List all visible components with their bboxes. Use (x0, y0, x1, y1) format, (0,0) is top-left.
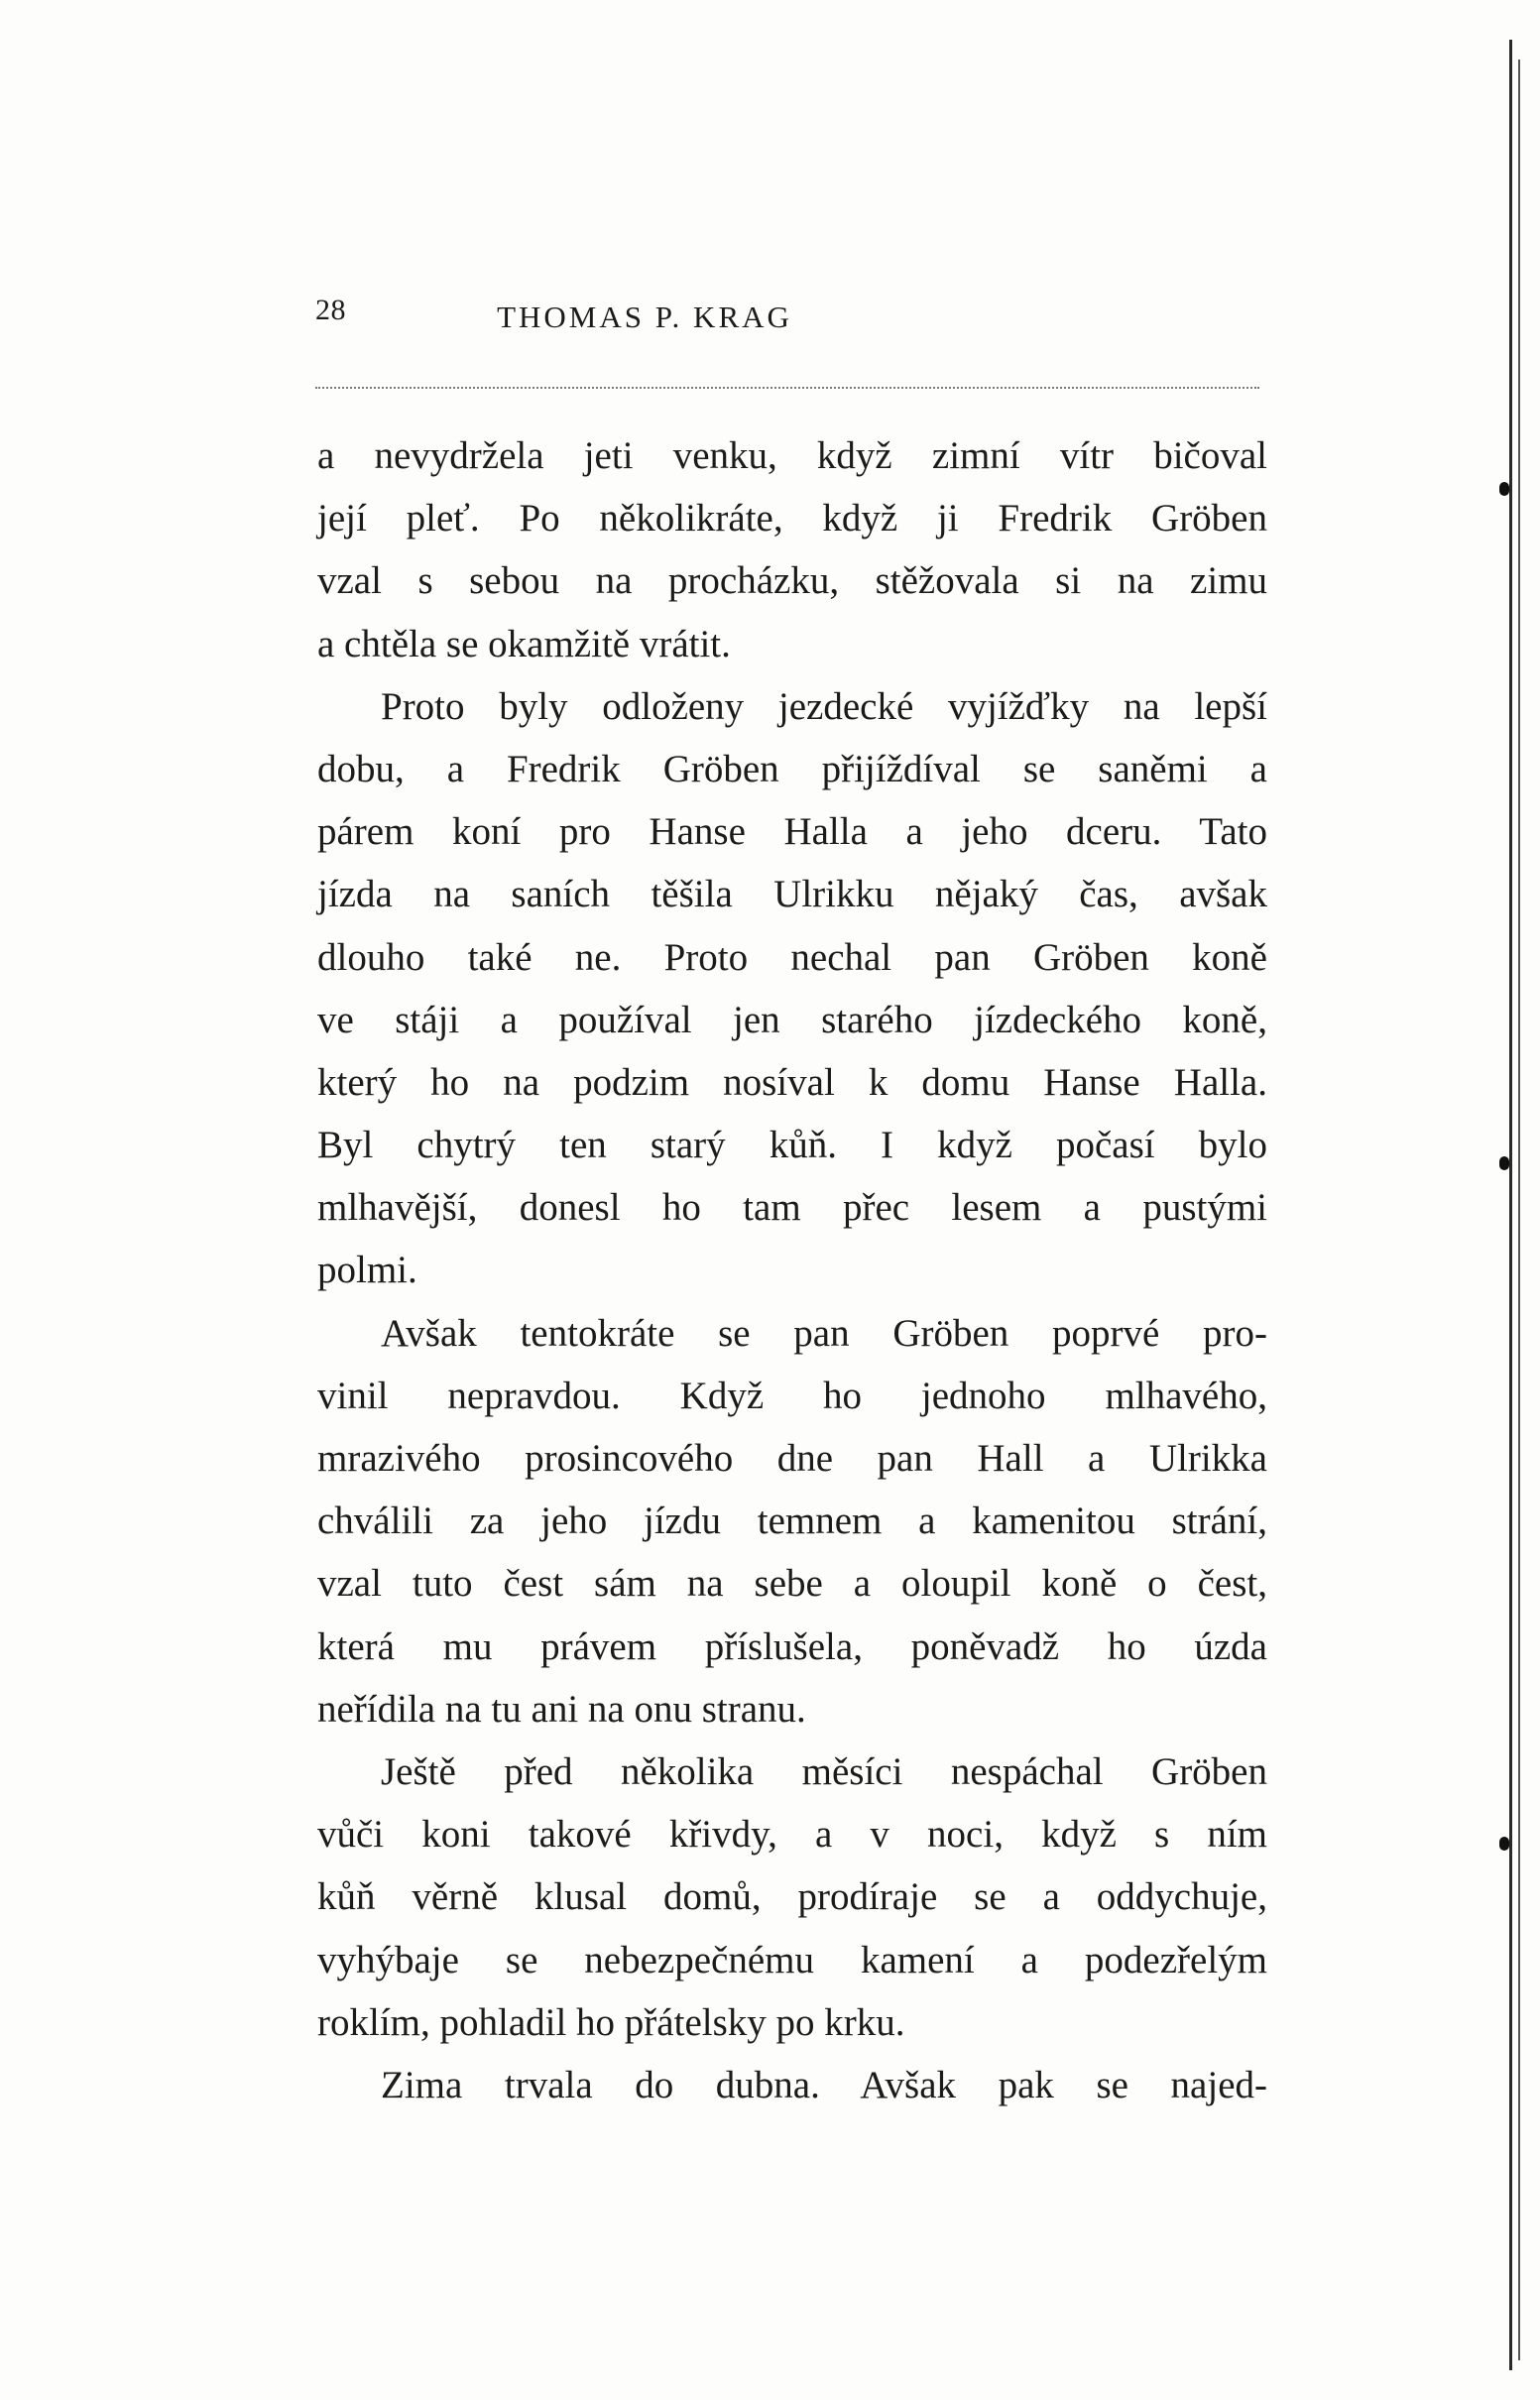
text-line: kůň věrně klusal domů, prodíraje se a oddychuje, (317, 1875, 1267, 1919)
body-text (317, 424, 1267, 2116)
text-line: vzal s sebou na procházku, stěžovala si na zimu (317, 559, 1267, 603)
text-line: vzal tuto čest sám na sebe a oloupil koně o čest, (317, 1562, 1267, 1606)
text-line: Ještě před několika měsíci nespáchal Gröben (381, 1749, 1267, 1793)
text-line: který ho na podzim nosíval k domu Hanse Halla. (317, 1060, 1267, 1104)
text-line: Proto byly odloženy jezdecké vyjížďky na lepší (381, 684, 1267, 728)
text-line: Zima trvala do dubna. Avšak pak se najed- (381, 2063, 1267, 2106)
text-line: vyhýbaje se nebezpečnému kamení a podezřelým (317, 1938, 1267, 1981)
text-line: Avšak tentokráte se pan Gröben poprvé pro- (381, 1311, 1267, 1355)
scan-edge-line (1518, 60, 1520, 2360)
text-line: ve stáji a používal jen starého jízdeckého koně, (317, 998, 1267, 1041)
scan-edge-mark (1499, 482, 1509, 496)
text-line: vinil nepravdou. Když ho jednoho mlhavého, (317, 1374, 1267, 1417)
text-line: mlhavější, donesl ho tam přec lesem a pustými (317, 1186, 1267, 1230)
text-line: neřídila na tu ani na onu stranu. (317, 1687, 806, 1731)
text-line: chválili za jeho jízdu temnem a kamenitou strání, (317, 1500, 1267, 1543)
text-line: a chtěla se okamžitě vrátit. (317, 622, 731, 665)
text-line: dlouho také ne. Proto nechal pan Gröben koně (317, 935, 1267, 979)
text-line: párem koní pro Hanse Halla a jeho dceru. Tato (317, 810, 1267, 854)
text-line: její pleť. Po několikráte, když ji Fredrik Gröben (317, 497, 1267, 540)
text-line: Byl chytrý ten starý kůň. I když počasí bylo (317, 1124, 1267, 1167)
scan-edge-mark (1499, 1837, 1509, 1851)
page-number: 28 (315, 294, 346, 326)
text-line: a nevydržela jeti venku, když zimní vítr bičoval (317, 434, 1267, 477)
text-line: roklím, pohladil ho přátelsky po krku. (317, 2000, 905, 2044)
text-line: jízda na saních těšila Ulrikku nějaký čas, avšak (317, 873, 1267, 916)
text-line: vůči koni takové křivdy, a v noci, když s ním (317, 1813, 1267, 1857)
running-head (0, 300, 1540, 335)
text-line: dobu, a Fredrik Gröben přijíždíval se saněmi a (317, 747, 1267, 790)
running-head-text: THOMAS P. KRAG (497, 300, 792, 334)
scan-edge-mark (1499, 1156, 1509, 1170)
text-line: polmi. (317, 1249, 417, 1292)
text-line: mrazivého prosincového dne pan Hall a Ulrikka (317, 1437, 1267, 1480)
header-rule (315, 387, 1259, 389)
text-line: která mu právem příslušela, poněvadž ho úzda (317, 1624, 1267, 1668)
scan-edge-shadow (1509, 40, 1512, 2370)
